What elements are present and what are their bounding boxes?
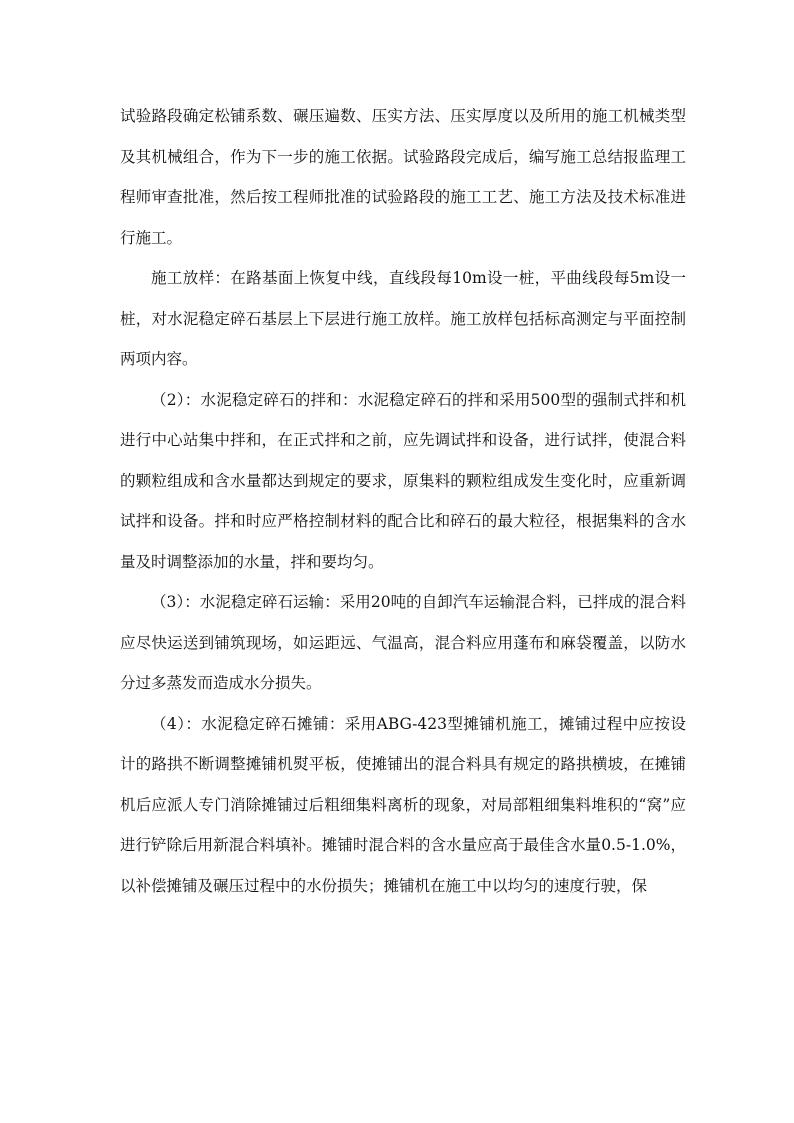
- paragraph-paving: （4）：水泥稳定碎石摊铺：采用ABG-423型摊铺机施工，摊铺过程中应按设计的路拱不断调整摊铺机熨平板，使摊铺出的混合料具有规定的路拱横坡，在摊铺机后应派人专门消除摊铺过后粗细集料离析的现象，对局部粗细集料堆积的“窝”应进行铲除后用新混合料填补。摊铺时混合料的含水量应高于最佳含水量0.5-1.0%，以补偿摊铺及碾压过程中的水份损失；摊铺机在施工中以均匀的速度行驶，保: [120, 714, 686, 895]
- paragraph-trial-section: 试验路段确定松铺系数、碾压遍数、压实方法、压实厚度以及所用的施工机械类型及其机械组合，作为下一步的施工依据。试验路段完成后，编写施工总结报监理工程师审查批准，然后按工程师批准的试验路段的施工工艺、施工方法及技术标准进行施工。: [120, 107, 686, 247]
- paragraph-construction-staking: 施工放样：在路基面上恢复中线，直线段每10m设一桩，平曲线段每5m设一桩，对水泥稳定碎石基层上下层进行施工放样。施工放样包括标高测定与平面控制两项内容。: [120, 269, 686, 368]
- document-body: [120, 96, 686, 906]
- paragraph-transport: （3）：水泥稳定碎石运输：采用20吨的自卸汽车运输混合料，已拌成的混合料应尽快运送到铺筑现场，如运距远、气温高，混合料应用蓬布和麻袋覆盖，以防水分过多蒸发而造成水分损失。: [120, 593, 686, 692]
- paragraph-mixing: （2）：水泥稳定碎石的拌和：水泥稳定碎石的拌和采用500型的强制式拌和机进行中心站集中拌和，在正式拌和之前，应先调试拌和设备，进行试拌，使混合料的颗粒组成和含水量都达到规定的要求，原集料的颗粒组成发生变化时，应重新调试拌和设备。拌和时应严格控制材料的配合比和碎石的最大粒径，根据集料的含水量及时调整添加的水量，拌和要均匀。: [120, 390, 686, 571]
